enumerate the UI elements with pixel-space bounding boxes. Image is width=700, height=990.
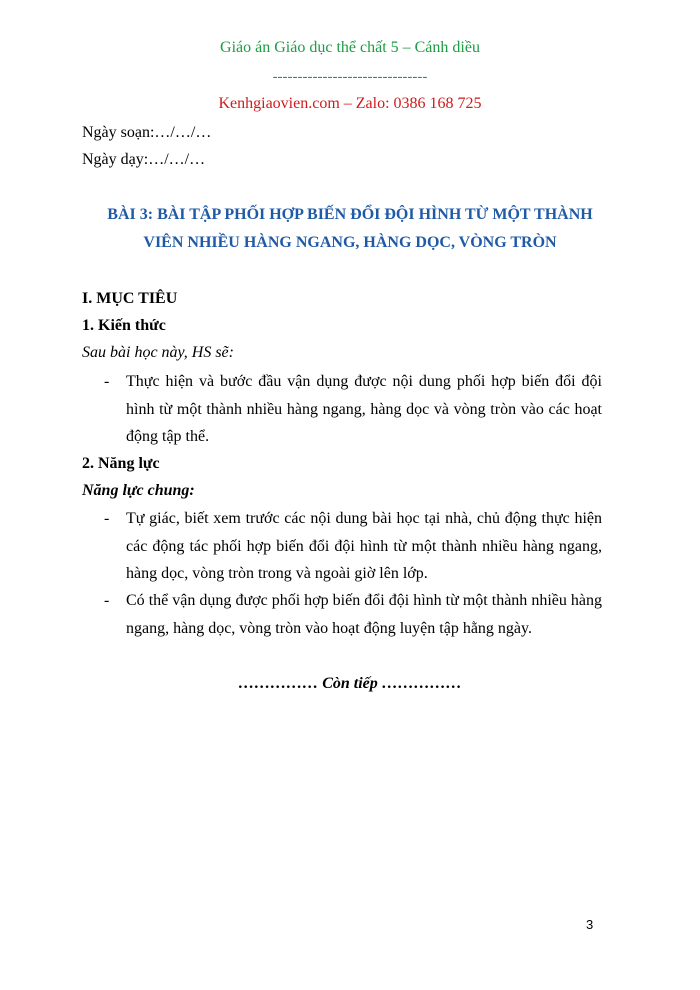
bullet-text: Có thể vận dụng được phối hợp biến đổi đội hình từ một thành nhiều hàng ngang, hàng dọc, vòng tròn vào hoạt động luyện tập hằng ngày. bbox=[126, 592, 602, 637]
page-number: 3 bbox=[586, 917, 594, 932]
competence-heading: 2. Năng lực bbox=[82, 455, 160, 472]
lesson-title-line-2: VIÊN NHIỀU HÀNG NGANG, HÀNG DỌC, VÒNG TRÒN bbox=[143, 234, 557, 251]
general-competence-label: Năng lực chung: bbox=[82, 482, 195, 499]
competence-bullet-1 bbox=[82, 505, 602, 590]
bullet-dash: - bbox=[104, 510, 110, 527]
header-title: Giáo án Giáo dục thể chất 5 – Cánh diều bbox=[220, 39, 480, 56]
bullet-text: Tự giác, biết xem trước các nội dung bài học tại nhà, chủ động thực hiện các động tác phối hợp biến đổi đội hình từ một thành nhiều hàng ngang, hàng dọc, vòng tròn trong và ngoài giờ lên lớp. bbox=[126, 510, 602, 582]
lesson-title-line-1: BÀI 3: BÀI TẬP PHỐI HỢP BIẾN ĐỔI ĐỘI HÌNH TỪ MỘT THÀNH bbox=[107, 206, 593, 223]
knowledge-bullet bbox=[82, 368, 602, 453]
section-objectives-heading: I. MỤC TIÊU bbox=[82, 290, 178, 307]
header-divider: ------------------------------- bbox=[272, 69, 428, 85]
continuation-note: …………… Còn tiếp …………… bbox=[238, 675, 462, 692]
teaching-date: Ngày dạy:…/…/… bbox=[82, 151, 206, 168]
bullet-dash: - bbox=[104, 373, 110, 390]
prepared-date: Ngày soạn:…/…/… bbox=[82, 124, 212, 141]
bullet-dash: - bbox=[104, 592, 110, 609]
header-contact: Kenhgiaovien.com – Zalo: 0386 168 725 bbox=[218, 95, 482, 112]
knowledge-intro: Sau bài học này, HS sẽ: bbox=[82, 344, 234, 361]
knowledge-heading: 1. Kiến thức bbox=[82, 317, 166, 334]
bullet-text: Thực hiện và bước đầu vận dụng được nội dung phối hợp biến đổi đội hình từ một thành nhiều hàng ngang, hàng dọc và vòng tròn vào các hoạt động tập thể. bbox=[126, 373, 602, 445]
competence-bullet-2 bbox=[82, 587, 602, 647]
